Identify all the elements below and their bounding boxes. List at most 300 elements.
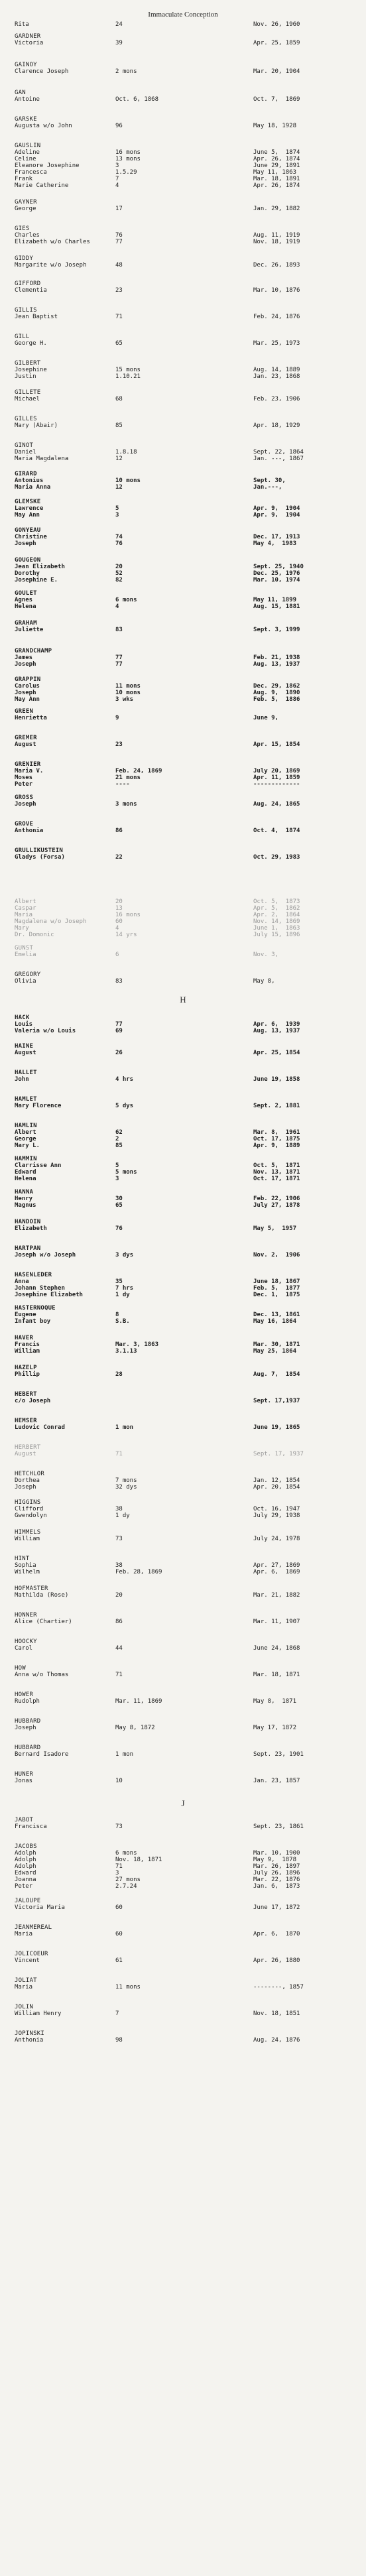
given-name: Phillip — [15, 1371, 40, 1378]
surname: GREMER — [15, 735, 37, 741]
given-name: Peter — [15, 1883, 33, 1890]
age: 10 — [115, 1778, 123, 1784]
given-name: William Henry — [15, 2010, 62, 2017]
given-name: Justin — [15, 373, 36, 380]
age: 22 — [115, 854, 123, 861]
age: 23 — [115, 287, 123, 294]
record-entry — [15, 1612, 359, 1625]
death-date: Mar. 11, 1907 — [253, 1619, 300, 1625]
record-row — [15, 912, 359, 918]
record-row — [15, 1698, 359, 1705]
record-row — [15, 1176, 359, 1182]
record-row — [15, 597, 359, 603]
given-name: Helena — [15, 603, 36, 610]
death-date: Oct. 5, 1871 — [253, 1162, 300, 1169]
given-name: Albert — [15, 898, 36, 905]
given-name: Dorothy — [15, 570, 40, 577]
record-row — [15, 1672, 359, 1678]
age: 1.5.29 — [115, 169, 137, 176]
age: 3 — [115, 512, 119, 519]
record-row — [15, 340, 359, 347]
age: 3 — [115, 162, 119, 169]
record-row — [15, 156, 359, 162]
given-name: George — [15, 1136, 36, 1142]
record-entry — [15, 1817, 359, 1830]
record-row — [15, 540, 359, 547]
age: 20 — [115, 898, 123, 905]
record-row — [15, 1823, 359, 1830]
age: 76 — [115, 232, 123, 239]
age: 61 — [115, 1957, 123, 1964]
record-row — [15, 1162, 359, 1169]
surname — [15, 892, 359, 898]
death-date: Oct. 29, 1983 — [253, 854, 300, 861]
death-date: Apr. 2, 1864 — [253, 912, 300, 918]
death-date: Nov. 18, 1851 — [253, 2010, 300, 2017]
death-date: Jan. ---, 1867 — [253, 456, 304, 462]
death-date: Dec. 1, 1875 — [253, 1292, 300, 1298]
record-row — [15, 696, 359, 703]
death-date: Sept. 30, — [253, 477, 286, 484]
record-row — [15, 1536, 359, 1542]
death-date: Sept. 17,1937 — [253, 1398, 300, 1404]
given-name: Adolph — [15, 1857, 36, 1863]
given-name: Henry — [15, 1196, 33, 1202]
page-header: Immaculate Conception — [148, 11, 218, 19]
record-row — [15, 1619, 359, 1625]
given-name: Elizabeth — [15, 1225, 47, 1232]
age: 60 — [115, 918, 123, 925]
record-entry — [15, 62, 359, 75]
surname: HEMSER — [15, 1418, 37, 1424]
record-row — [15, 1645, 359, 1652]
age: 96 — [115, 123, 123, 129]
surname: GIDDY — [15, 255, 34, 262]
death-date: Apr. 9, 1889 — [253, 1142, 300, 1149]
surname: HASTERNOQUE — [15, 1305, 56, 1312]
record-entry — [15, 1123, 359, 1149]
given-name: Celine — [15, 156, 36, 162]
record-entry — [15, 143, 359, 189]
given-name: Dr. Domonic — [15, 932, 54, 938]
given-name: Joanna — [15, 1876, 36, 1883]
record-row — [15, 1050, 359, 1056]
section-letter: J — [181, 1798, 185, 1808]
record-row — [15, 801, 359, 808]
age: 23 — [115, 741, 123, 748]
surname: HAMMIN — [15, 1156, 37, 1162]
record-row — [15, 1252, 359, 1258]
death-date: June 17, 1872 — [253, 1904, 300, 1911]
age: 71 — [115, 1451, 123, 1457]
given-name: Elizabeth w/o Charles — [15, 239, 90, 245]
record-row — [15, 182, 359, 189]
record-entry — [15, 116, 359, 129]
given-name: Agnes — [15, 597, 33, 603]
death-date: Aug. 24, 1876 — [253, 2037, 300, 2044]
record-row — [15, 1103, 359, 1109]
record-row — [15, 422, 359, 429]
record-row — [15, 314, 359, 320]
death-date: May 18, 1928 — [253, 123, 297, 129]
death-date: Feb. 5, 1877 — [253, 1285, 300, 1292]
surname: GARDNER — [15, 33, 41, 40]
given-name: Anna w/o Thomas — [15, 1672, 69, 1678]
record-entry — [15, 1272, 359, 1298]
death-date: Nov. 14, 1869 — [253, 918, 300, 925]
age: 68 — [115, 396, 123, 402]
given-name: Maria Magdalena — [15, 456, 69, 462]
record-entry — [15, 1924, 359, 1937]
given-name: Mary Florence — [15, 1103, 62, 1109]
given-name: Anna — [15, 1278, 29, 1285]
record-entry — [15, 334, 359, 347]
age: 83 — [115, 627, 123, 633]
given-name: Michael — [15, 396, 40, 402]
age: 5 — [115, 1162, 119, 1169]
age: 6 mons — [115, 1850, 137, 1857]
given-name: Maria — [15, 1931, 33, 1937]
given-name: Frank — [15, 176, 33, 182]
death-date: Apr. 5, 1862 — [253, 905, 300, 912]
record-row — [15, 396, 359, 402]
death-date: Sept. 23, 1901 — [253, 1751, 304, 1758]
death-date: Apr. 9, 1904 — [253, 512, 300, 519]
record-row — [15, 1424, 359, 1431]
record-row — [15, 1725, 359, 1731]
surname: GAN — [15, 90, 26, 96]
death-date: Sept. 17, 1937 — [253, 1451, 304, 1457]
death-date: Dec. 25, 1976 — [253, 570, 300, 577]
record-entry — [15, 1691, 359, 1705]
record-row — [15, 951, 359, 958]
age: 86 — [115, 1619, 123, 1625]
given-name: Magdalena w/o Joseph — [15, 918, 87, 925]
record-entry — [15, 1189, 359, 1209]
record-row — [15, 1883, 359, 1890]
age: 52 — [115, 570, 123, 577]
death-date: Mar. 8, 1961 — [253, 1129, 300, 1136]
given-name: Lawrence — [15, 505, 44, 512]
surname: HOFMASTER — [15, 1585, 48, 1592]
age: 65 — [115, 340, 123, 347]
death-date: July 29, 1938 — [253, 1512, 300, 1519]
surname: HANDOIN — [15, 1219, 41, 1225]
age: 4 — [115, 925, 119, 932]
given-name: Valeria w/o Louis — [15, 1028, 76, 1034]
record-row — [15, 1028, 359, 1034]
age: 71 — [115, 1863, 123, 1870]
death-date: Apr. 6, 1870 — [253, 1931, 300, 1937]
age: 32 dys — [115, 1484, 137, 1491]
record-entry — [15, 1529, 359, 1542]
age: 77 — [115, 654, 123, 661]
given-name: Victoria Maria — [15, 1904, 65, 1911]
death-date: July 15, 1896 — [253, 932, 300, 938]
record-row — [15, 1129, 359, 1136]
age: 6 mons — [115, 597, 137, 603]
given-name: Joseph — [15, 540, 36, 547]
age: 76 — [115, 540, 123, 547]
record-entry — [15, 648, 359, 668]
given-name: Joseph w/o Joseph — [15, 1252, 76, 1258]
death-date: Aug. 14, 1889 — [253, 367, 300, 373]
age: 1 mon — [115, 1751, 134, 1758]
surname: GUNST — [15, 945, 34, 951]
age: 35 — [115, 1278, 123, 1285]
given-name: Christine — [15, 534, 47, 540]
record-entry — [15, 1219, 359, 1232]
death-date: July 27, 1878 — [253, 1202, 300, 1209]
record-row — [15, 505, 359, 512]
death-date: Sept. 25, 1940 — [253, 564, 304, 570]
record-row — [15, 162, 359, 169]
surname: HUBBARD — [15, 1718, 41, 1725]
record-row — [15, 774, 359, 781]
age: Feb. 28, 1869 — [115, 1569, 162, 1575]
record-row — [15, 854, 359, 861]
record-entry — [15, 225, 359, 245]
record-entry — [15, 1977, 359, 1991]
death-date: Jan. 23, 1857 — [253, 1778, 300, 1784]
given-name: Mary (Abair) — [15, 422, 58, 429]
death-date: --------, 1857 — [253, 1984, 304, 1991]
surname: GIES — [15, 225, 30, 232]
given-name: Marie Catherine — [15, 182, 69, 189]
record-entry — [15, 471, 359, 491]
death-date: Apr. 25, 1859 — [253, 40, 300, 46]
age: 85 — [115, 1142, 123, 1149]
record-row — [15, 627, 359, 633]
age: Nov. 18, 1871 — [115, 1857, 162, 1863]
record-entry — [15, 821, 359, 834]
death-date: Jan. 23, 1868 — [253, 373, 300, 380]
age: 73 — [115, 1823, 123, 1830]
age: 77 — [115, 1021, 123, 1028]
age: 62 — [115, 1129, 123, 1136]
record-entry — [15, 1638, 359, 1652]
given-name: Wilhelm — [15, 1569, 40, 1575]
given-name: Clifford — [15, 1506, 44, 1512]
age: Feb. 24, 1869 — [115, 768, 162, 774]
record-entry — [15, 1471, 359, 1491]
age: 11 mons — [115, 1984, 141, 1991]
given-name: Jean Elizabeth — [15, 564, 65, 570]
death-date: Apr. 26, 1874 — [253, 182, 300, 189]
death-date: Mar. 10, 1900 — [253, 1850, 300, 1857]
record-entry — [15, 1771, 359, 1784]
record-entry — [15, 1014, 359, 1034]
age: 7 — [115, 2010, 119, 2017]
surname: HEBERT — [15, 1391, 37, 1398]
age: 65 — [115, 1202, 123, 1209]
record-row — [15, 898, 359, 905]
record-entry — [15, 2004, 359, 2017]
record-row — [15, 1398, 359, 1404]
record-entry — [15, 1718, 359, 1731]
record-row — [15, 534, 359, 540]
surname: GILLIS — [15, 307, 37, 314]
record-entry — [15, 1096, 359, 1109]
death-date: Oct. 5, 1873 — [253, 898, 300, 905]
record-row — [15, 1451, 359, 1457]
given-name: Augusta w/o John — [15, 123, 72, 129]
record-entry — [15, 557, 359, 583]
record-row — [15, 741, 359, 748]
surname: JALOUPE — [15, 1898, 41, 1904]
surname: HIGGINS — [15, 1499, 41, 1506]
record-row — [15, 1569, 359, 1575]
given-name: August — [15, 741, 36, 748]
record-row — [15, 2037, 359, 2044]
age: 2 mons — [115, 68, 137, 75]
record-entry — [15, 1843, 359, 1890]
record-row — [15, 603, 359, 610]
surname: HAZELP — [15, 1365, 37, 1371]
death-date: Mar. 26, 1897 — [253, 1863, 300, 1870]
record-row — [15, 287, 359, 294]
death-date: Apr. 18, 1929 — [253, 422, 300, 429]
given-name: Maria — [15, 1984, 33, 1991]
record-row — [15, 449, 359, 456]
age: 77 — [115, 239, 123, 245]
surname: GRAHAM — [15, 620, 37, 627]
given-name: Clementia — [15, 287, 47, 294]
record-entry — [15, 280, 359, 294]
given-name: Sophia — [15, 1562, 36, 1569]
record-row — [15, 1196, 359, 1202]
given-name: Edward — [15, 1870, 36, 1876]
record-row — [15, 1931, 359, 1937]
record-row — [15, 484, 359, 491]
death-date: Apr. 11, 1859 — [253, 774, 300, 781]
record-row — [15, 1477, 359, 1484]
record-row — [15, 169, 359, 176]
age: 73 — [115, 1536, 123, 1542]
record-row — [15, 1870, 359, 1876]
surname: GAUSLIN — [15, 143, 41, 149]
record-row — [15, 40, 359, 46]
record-entry — [15, 307, 359, 320]
record-row — [15, 149, 359, 156]
surname: HUBBARD — [15, 1745, 41, 1751]
given-name: August — [15, 1050, 36, 1056]
age: 1.10.21 — [115, 373, 141, 380]
record-row — [15, 1904, 359, 1911]
given-name: Francis — [15, 1341, 40, 1348]
given-name: Joseph — [15, 690, 36, 696]
record-row — [15, 1863, 359, 1870]
age: 3 — [115, 1176, 119, 1182]
death-date: Nov. 2, 1906 — [253, 1252, 300, 1258]
age: 27 mons — [115, 1876, 141, 1883]
age: 4 — [115, 182, 119, 189]
record-row — [15, 21, 359, 28]
death-date: Nov. 3, — [253, 951, 278, 958]
record-entry — [15, 1245, 359, 1258]
age: 82 — [115, 577, 123, 583]
age: 83 — [115, 978, 123, 985]
death-date: Aug. 13, 1937 — [253, 661, 300, 668]
death-date: Sept. 22, 1864 — [253, 449, 304, 456]
record-row — [15, 1512, 359, 1519]
death-date: Mar. 20, 1904 — [253, 68, 300, 75]
surname: JOPINSKI — [15, 2030, 44, 2037]
given-name: Jonas — [15, 1778, 33, 1784]
record-row — [15, 239, 359, 245]
record-row — [15, 1371, 359, 1378]
given-name: Henrietta — [15, 715, 47, 721]
given-name: Rita — [15, 21, 29, 28]
age: 38 — [115, 1562, 123, 1569]
age: Oct. 6, 1868 — [115, 96, 159, 103]
surname: JOLICOEUR — [15, 1951, 48, 1957]
given-name: Antoine — [15, 96, 40, 103]
record-row — [15, 68, 359, 75]
death-date: Feb. 24, 1876 — [253, 314, 300, 320]
death-date: Aug. 11, 1919 — [253, 232, 300, 239]
record-entry — [15, 590, 359, 610]
surname: GREEN — [15, 708, 34, 715]
given-name: Alice (Chartier) — [15, 1619, 72, 1625]
death-date: Mar. 21, 1882 — [253, 1592, 300, 1599]
record-entry — [15, 794, 359, 808]
surname: GONYEAU — [15, 527, 41, 534]
given-name: Mary L. — [15, 1142, 40, 1149]
surname: GRANDCHAMP — [15, 648, 52, 654]
age: 71 — [115, 1672, 123, 1678]
age: Mar. 3, 1863 — [115, 1341, 159, 1348]
record-row — [15, 690, 359, 696]
given-name: Jean Baptist — [15, 314, 58, 320]
death-date: June 1, 1863 — [253, 925, 300, 932]
record-row — [15, 1857, 359, 1863]
surname: GROSS — [15, 794, 34, 801]
given-name: Peter — [15, 781, 33, 788]
age: 20 — [115, 564, 123, 570]
age: 7 mons — [115, 1477, 137, 1484]
surname: GAINOY — [15, 62, 37, 68]
age: 1 dy — [115, 1292, 130, 1298]
surname: GOUGEON — [15, 557, 41, 564]
record-entry — [15, 527, 359, 547]
record-entry — [15, 1335, 359, 1355]
record-entry — [15, 360, 359, 380]
surname — [15, 15, 359, 21]
surname: HALLET — [15, 1070, 37, 1076]
death-date: June 9, — [253, 715, 278, 721]
death-date: May 11, 1899 — [253, 597, 297, 603]
record-row — [15, 367, 359, 373]
age: 74 — [115, 534, 123, 540]
age: 71 — [115, 314, 123, 320]
death-date: May 8, — [253, 978, 275, 985]
given-name: Maria Anna — [15, 484, 51, 491]
record-row — [15, 781, 359, 788]
death-date: ------------- — [253, 781, 300, 788]
death-date: May 25, 1864 — [253, 1348, 297, 1355]
record-row — [15, 683, 359, 690]
age: 15 mons — [115, 367, 141, 373]
age: 5 mons — [115, 1169, 137, 1176]
given-name: August — [15, 1451, 36, 1457]
age: S.B. — [115, 1318, 130, 1325]
record-entry — [15, 676, 359, 703]
age: 11 mons — [115, 683, 141, 690]
record-row — [15, 918, 359, 925]
age: 85 — [115, 422, 123, 429]
record-row — [15, 232, 359, 239]
